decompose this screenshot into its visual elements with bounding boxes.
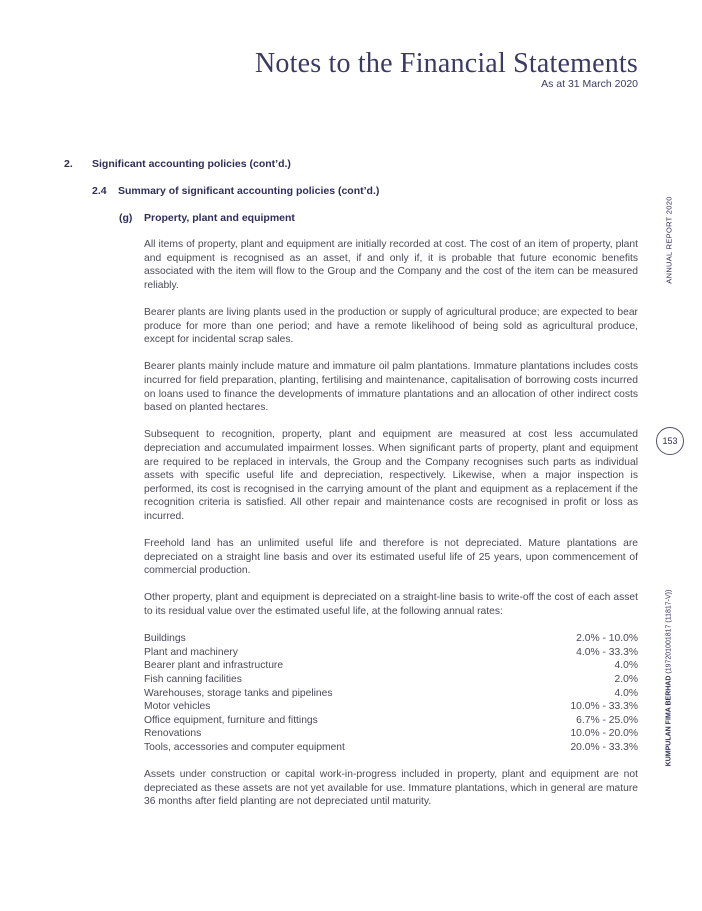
annual-report-text: ANNUAL REPORT 2020 [664, 196, 674, 284]
company-label [662, 585, 676, 770]
subsection-heading [92, 185, 379, 197]
rate-value: 4.0% [614, 660, 638, 672]
company-label-text [666, 589, 673, 766]
rate-value: 2.0% [614, 674, 638, 685]
rate-row [144, 673, 638, 687]
rate-row [144, 659, 638, 673]
rate-item: Plant and machinery [144, 646, 238, 658]
rate-value: 20.0% - 33.3% [570, 741, 638, 753]
rate-row [144, 646, 638, 660]
section-title: Significant accounting policies (cont’d.) [92, 158, 291, 170]
paragraph: Other property, plant and equipment is depreciated on a straight-line basis to write-off the cost of each asset to its residual value over the estimated useful life, at the following annual rates: [144, 592, 638, 618]
page-title: Notes to the Financial Statements [255, 48, 638, 79]
rate-value: 4.0% - 33.3% [576, 646, 638, 658]
rate-item: Warehouses, storage tanks and pipelines [144, 687, 333, 699]
item-heading [119, 212, 295, 224]
rate-row [144, 700, 638, 714]
rate-value: 10.0% - 20.0% [570, 728, 638, 740]
rate-item: Bearer plant and infrastructure [144, 660, 284, 672]
page-number: 153 [662, 436, 678, 446]
page-number-badge [656, 427, 684, 455]
rate-item: Buildings [144, 633, 186, 645]
item-number: (g) [119, 212, 133, 224]
paragraph: Subsequent to recognition, property, plant and equipment are measured at cost less accumulated depreciation and accumulated impairment losses. When significant parts of property, plant and equipment are required to be replaced in intervals, the Group and the Company recognises such parts as individual assets with specific useful life and depreciation, respectively. Likewise, when a major inspection is performed, its cost is recognised in the carrying amount of the plant and equipment as a replacement if the recognition criteria is satisfied. All other repair and maintenance costs are recognised in profit or loss as incurred. [144, 429, 638, 522]
rate-item: Fish canning facilities [144, 674, 242, 685]
annual-report-label [662, 196, 676, 284]
rate-value: 2.0% - 10.0% [576, 633, 638, 645]
body-text [144, 238, 638, 823]
company-registration: (197201001817 (11817-V)) [665, 589, 673, 676]
rate-value: 4.0% [614, 687, 638, 699]
rate-row [144, 727, 638, 741]
rate-item: Renovations [144, 728, 202, 740]
rate-item: Motor vehicles [144, 701, 211, 713]
section-number: 2. [64, 158, 73, 170]
page-subtitle: As at 31 March 2020 [541, 78, 638, 90]
depreciation-rates-table [144, 632, 638, 754]
company-name: KUMPULAN FIMA BERHAD [665, 675, 673, 766]
paragraph: Freehold land has an unlimited useful life and therefore is not depreciated. Mature plantations are depreciated on a straight line basis and over its estimated useful life of 25 years, upon commencement of commercial production. [144, 538, 638, 577]
rate-row [144, 632, 638, 646]
item-title: Property, plant and equipment [144, 212, 295, 224]
rate-value: 10.0% - 33.3% [570, 701, 638, 713]
rate-row [144, 741, 638, 755]
rate-item: Tools, accessories and computer equipment [144, 741, 345, 753]
rate-value: 6.7% - 25.0% [576, 714, 638, 726]
rate-row [144, 714, 638, 728]
subsection-title: Summary of significant accounting policies (cont’d.) [118, 185, 380, 197]
rate-row [144, 687, 638, 701]
paragraph: Bearer plants mainly include mature and immature oil palm plantations. Immature plantations includes costs incurred for field preparation, planting, fertilising and maintenance, capitalisation of borrowing costs incurred on loans used to finance the developments of immature plantations and an allocation of other indirect costs based on planted hectares. [144, 361, 638, 414]
subsection-number: 2.4 [92, 185, 107, 197]
paragraph: Bearer plants are living plants used in the production or supply of agricultural produce; are expected to bear produce for more than one period; and have a remote likelihood of being sold as agricultural produce, except for incidental scrap sales. [144, 306, 638, 346]
closing-paragraph: Assets under construction or capital work-in-progress included in property, plant and equipment are not depreciated as these assets are not yet available for use. Immature plantations, which in general are mature 36 months after field planting are not depreciated until maturity. [144, 769, 638, 808]
paragraph: All items of property, plant and equipment are initially recorded at cost. The cost of an item of property, plant and equipment is recognised as an asset, if and only if, it is probable that future economic benefits associated with the item will flow to the Group and the Company and the cost of the item can be measured reliably. [144, 239, 638, 291]
rate-item: Office equipment, furniture and fittings [144, 714, 318, 726]
